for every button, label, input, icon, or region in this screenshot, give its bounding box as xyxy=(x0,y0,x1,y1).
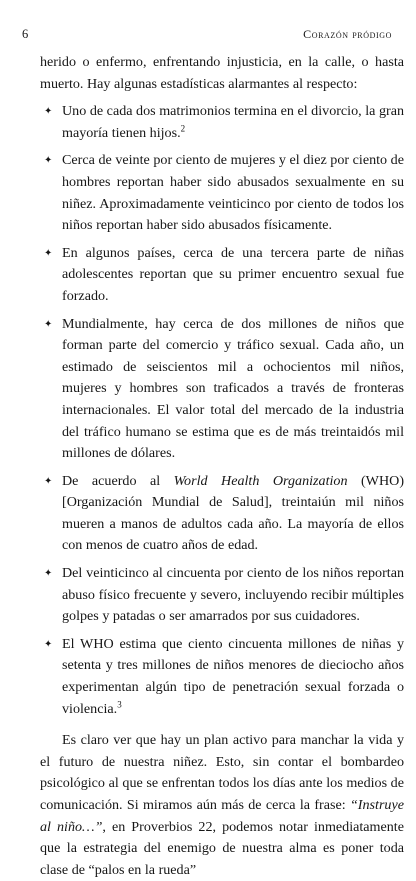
bullet-text: En algunos países, cerca de una tercera parte de niñas adolescentes reportan que su primer encuentro sexual fue forzado. xyxy=(62,244,404,304)
page-body xyxy=(40,52,404,881)
bullet-icon: ✦ xyxy=(44,638,53,650)
bullet-text: Del veinticinco al cincuenta por ciento de los niños reportan abuso físico frecuente y severo, incluyendo recibir múltiples golpes y patadas o ser amarrados por sus cuidadores. xyxy=(62,565,404,625)
bullet-text: El WHO estima que ciento cincuenta millones de niñas y setenta y tres millones de niños menores de dieciocho años experimentan algún tipo de penetración sexual forzada o violencia. xyxy=(62,635,404,717)
closing-text: Es claro ver que hay un plan activo para manchar la vida y el futuro de nuestra niñez. Esto, sin contar el bombardeo psicológico al que se enfrentan todos los días ante los medios de comunicación. Si miramos aún más de cerca la frase: xyxy=(40,732,404,813)
proverb-quote: “Instruye al niño…” xyxy=(40,797,404,835)
statistics-list xyxy=(40,101,404,720)
page-number: 6 xyxy=(22,27,29,41)
bullet-icon: ✦ xyxy=(44,106,53,118)
bullet-text: Cerca de veinte por ciento de mujeres y el diez por ciento de hombres reportan haber sido abusados sexualmente en su niñez. Aproximadamente veinticinco por ciento de todos los niños reportan haber sido abusados físicamente. xyxy=(62,152,404,234)
list-item xyxy=(40,243,404,308)
bullet-icon: ✦ xyxy=(44,475,53,487)
bullet-text: Mundialmente, hay cerca de dos millones de niños que forman parte del comercio y tráfico sexual. Cada año, un estimado de seiscientos mil a ochocientos mil niños, mujeres y hombres son traficados a través de fronteras internacionales. El valor total del mercado de la industria del tráfico humano se estima que es de más treintaidós mil millones de dólares. xyxy=(62,315,404,462)
bullet-icon: ✦ xyxy=(44,155,53,167)
list-item xyxy=(40,150,404,236)
closing-paragraph xyxy=(40,730,404,881)
bullet-icon: ✦ xyxy=(44,247,53,259)
list-item xyxy=(40,314,404,465)
intro-paragraph: herido o enfermo, enfrentando injusticia, en la calle, o hasta muerto. Hay algunas estadísticas alarmantes al respecto: xyxy=(40,54,404,92)
bullet-text: De acuerdo al xyxy=(62,472,174,489)
bullet-emphasis: World Health Organization xyxy=(173,472,348,489)
bullet-icon: ✦ xyxy=(44,568,53,580)
bullet-text: Uno de cada dos matrimonios termina en el divorcio, la gran mayoría tienen hijos. xyxy=(62,103,404,141)
bullet-icon: ✦ xyxy=(44,318,53,330)
list-item xyxy=(40,563,404,628)
closing-text-cont: , en Proverbios 22, podemos notar inmediatamente que la estrategia del enemigo de nuestra alma es poner toda clase de “palos en la rueda” xyxy=(40,818,404,878)
list-item xyxy=(40,101,404,144)
bullet-text-cont: (WHO) [Organización Mundial de Salud], treintaiún mil niños mueren a manos de adultos cada año. La mayoría de ellos con menos de cuatro años de edad. xyxy=(62,472,405,554)
list-item xyxy=(40,471,404,557)
footnote-ref: 2 xyxy=(180,123,186,134)
footnote-ref: 3 xyxy=(117,698,122,709)
list-item xyxy=(40,634,404,720)
running-title: Corazón pródigo xyxy=(303,27,392,41)
